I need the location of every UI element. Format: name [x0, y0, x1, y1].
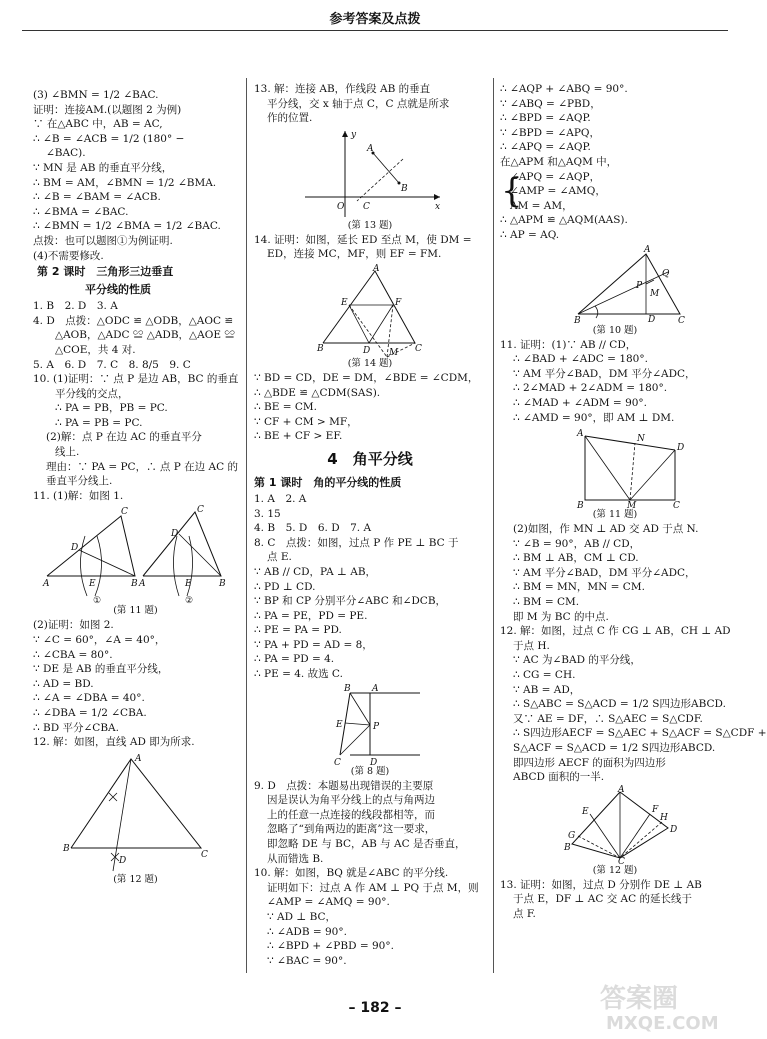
- svg-text:M: M: [650, 288, 660, 299]
- svg-text:D: D: [670, 824, 678, 835]
- text-line: 11. 证明：(1)∵ AB // CD，: [500, 338, 637, 351]
- text-line: ∴ BM = AM，∠BMN = 1/2 ∠BMA.: [33, 176, 217, 189]
- text-line: ∴ PE = PA = PD.: [254, 624, 342, 637]
- text-line: 平分线，交 x 轴于点 C，C 点就是所求: [267, 97, 450, 110]
- text-line: 4. B 5. D 6. D 7. A: [254, 522, 372, 535]
- text-line: 1. A 2. A: [254, 492, 307, 505]
- text-line: ∵ ∠C = 60°，∠A = 40°，: [33, 634, 166, 647]
- text-line: 点拨：也可以题图①为例证明.: [33, 234, 173, 247]
- text-line: ∴ BM = MN，MN = CM.: [513, 581, 645, 594]
- text-line: ∵ AB // CD，PA ⊥ AB，: [254, 565, 377, 578]
- figure-caption: (第 11 题): [113, 605, 158, 617]
- text-line: ∴ 2∠MAD + 2∠ADM = 180°.: [513, 382, 668, 395]
- column-divider-1: [246, 78, 247, 973]
- text-line: 线上.: [55, 446, 80, 459]
- watermark-logo: [596, 979, 726, 1033]
- svg-text:F: F: [395, 297, 402, 308]
- text-line: S△ACF = S△ACD = 1/2 S四边形ABCD.: [513, 742, 716, 754]
- text-line: ED，连接 MC，MF，则 EF = FM.: [267, 248, 442, 261]
- text-line: ∴ S四边形AECF = S△AEC + S△ACF = S△CDF +: [513, 727, 767, 740]
- text-line: (3) ∠BMN = 1/2 ∠BAC.: [33, 89, 159, 101]
- text-line: ABCD 面积的一半.: [513, 771, 605, 784]
- text-line: ∵ ∠BPD = ∠APQ，: [500, 126, 601, 139]
- brace-group: [500, 170, 730, 214]
- text-line: ∴ AP = AQ.: [500, 228, 560, 241]
- text-line: ∴ ∠BPD + ∠PBD = 90°.: [267, 940, 394, 953]
- figure-caption: (第 8 题): [350, 765, 390, 777]
- text-line: 4. D 点拨：△ODC ≌ △ODB，△AOC ≌: [33, 314, 234, 327]
- text-line: 5. A 6. D 7. C 8. 8/5 9. C: [33, 358, 191, 371]
- svg-text:B: B: [344, 683, 351, 694]
- text-line: ∴ S△ABC = S△ACD = 1/2 S四边形ABCD.: [513, 698, 726, 711]
- text-line: ∴ AD = BD.: [33, 677, 94, 690]
- text-line: ∵ ∠BAC = 90°.: [267, 954, 347, 967]
- text-line: ∵ PA + PD = AD = 8，: [254, 638, 373, 651]
- text-line: 10. (1)证明：∵ 点 P 是边 AB，BC 的垂直: [33, 373, 239, 386]
- svg-text:C: C: [334, 757, 341, 768]
- figure-caption: (第 12 题): [113, 873, 158, 885]
- text-line: ∠AMP = ∠AMQ = 90°.: [267, 896, 390, 909]
- lesson-title: 第 1 课时 角的平分线的性质: [254, 475, 402, 489]
- text-line: (2)如图，作 MN ⊥ AD 交 AD 于点 N.: [513, 523, 699, 536]
- text-line: ∴ ∠DBA = 1/2 ∠CBA.: [33, 707, 147, 719]
- text-line: 1. B 2. D 3. A: [33, 300, 118, 313]
- text-line: ∵ AD ⊥ BC，: [267, 911, 337, 923]
- svg-text:B: B: [401, 183, 408, 194]
- text-line: ∴ PD ⊥ CD.: [254, 580, 316, 593]
- text-line: ∵ AC 为∠BAD 的平分线，: [513, 654, 641, 667]
- figure-caption: (第 13 题): [347, 219, 393, 231]
- text-line: ∴ PE = 4. 故选 C.: [254, 668, 343, 681]
- text-line: ∴ △APM ≌ △AQM(AAS).: [500, 214, 628, 227]
- svg-text:A: A: [134, 753, 141, 764]
- text-line: ∴ BD 平分∠CBA.: [33, 721, 119, 734]
- svg-text:C: C: [673, 501, 680, 512]
- figure-14: [315, 265, 425, 357]
- svg-text:C: C: [200, 849, 208, 860]
- text-line: ∴ ∠APQ = ∠AQP.: [500, 141, 591, 154]
- svg-text:D: D: [118, 855, 126, 866]
- text-line: ∵ 在△ABC 中，AB = AC,: [33, 118, 163, 131]
- text-line: ∴ ∠BMA = ∠BAC.: [33, 205, 129, 218]
- text-line: 9. D 点拨：本题易出现错误的主要原: [254, 779, 434, 792]
- svg-text:H: H: [660, 812, 668, 823]
- svg-text:A: A: [577, 429, 584, 440]
- svg-text:A: A: [644, 244, 651, 255]
- svg-text:A: A: [618, 784, 625, 795]
- text-line: 上的任意一点连接的线段都相等，而: [267, 808, 435, 821]
- text-line: ∴ △BDE ≌ △CDM(SAS).: [254, 386, 381, 399]
- text-line: 即四边形 AECF 的面积为四边形: [513, 756, 666, 769]
- lesson-title: 平分线的性质: [85, 283, 151, 297]
- text-line: AM = AM，: [510, 199, 573, 212]
- svg-text:B: B: [62, 843, 70, 854]
- text-line: ∵ ∠B = 90°，AB // CD，: [513, 537, 641, 550]
- svg-text:B: B: [218, 579, 226, 590]
- text-line: ∴ PA = PB，PB = PC.: [55, 402, 168, 415]
- text-line: 证明如下：过点 A 作 AM ⊥ PQ 于点 M，则: [267, 881, 479, 894]
- text-line: ∴ PA = PE，PD = PE.: [254, 609, 368, 622]
- brace-icon: {: [501, 170, 523, 211]
- text-line: △AOB，△ADC ≌ △ADB，△AOE ≌: [55, 329, 235, 342]
- text-line: 点 F.: [513, 907, 536, 920]
- svg-text:C: C: [618, 856, 625, 867]
- svg-text:C: C: [363, 201, 370, 212]
- svg-text:E: E: [336, 719, 343, 730]
- svg-text:P: P: [636, 280, 643, 291]
- text-line: ∴ ∠MAD + ∠ADM = 90°.: [513, 396, 648, 409]
- figure-12: [61, 753, 211, 873]
- text-line: 理由：∵ PA = PC，∴ 点 P 在边 AC 的: [46, 460, 238, 473]
- text-line: 14. 证明：如图，延长 ED 至点 M，使 DM =: [254, 233, 472, 246]
- svg-text:E: E: [88, 579, 96, 590]
- svg-text:A: A: [372, 683, 379, 694]
- text-line: (4)不需要修改.: [33, 249, 104, 262]
- text-line: ∵ MN 是 AB 的垂直平分线，: [33, 161, 173, 174]
- column-2: [254, 82, 486, 968]
- svg-text:x: x: [435, 201, 441, 212]
- svg-text:E: E: [184, 579, 192, 590]
- svg-text:答案圈: 答案圈: [600, 984, 679, 1014]
- text-line: ∵ BD = CD，DE = DM，∠BDE = ∠CDM，: [254, 371, 479, 384]
- svg-text:M: M: [627, 501, 637, 512]
- svg-text:A: A: [367, 143, 374, 154]
- text-line: 在△APM 和△AQM 中，: [500, 155, 618, 168]
- svg-text:B: B: [130, 579, 138, 590]
- lesson-title: 第 2 课时 三角形三边垂直: [37, 265, 174, 279]
- text-line: ∵ BP 和 CP 分别平分∠ABC 和∠DCB，: [254, 595, 447, 608]
- page-header: 参考答案及点拨: [329, 12, 421, 27]
- figure-13: [295, 129, 445, 219]
- svg-text:y: y: [351, 129, 357, 140]
- text-line: ∵ ∠ABQ = ∠PBD，: [500, 97, 601, 110]
- text-line: ∠APQ = ∠AQP，: [510, 170, 601, 183]
- figure-11-col3: [545, 428, 685, 512]
- svg-text:C: C: [678, 315, 685, 326]
- figure-caption: (第 12 题): [592, 864, 638, 876]
- svg-text:O: O: [337, 201, 345, 212]
- text-line: ∵ AM 平分∠BAD，DM 平分∠ADC，: [513, 367, 696, 380]
- text-line: ∴ BM = CM.: [513, 596, 580, 609]
- svg-text:P: P: [373, 721, 380, 732]
- section-title: 4 角平分线: [327, 449, 413, 468]
- text-line: ∴ PA = PB = PC.: [55, 416, 143, 429]
- text-line: ∴ ∠BMN = 1/2 ∠BMA = 1/2 ∠BAC.: [33, 220, 221, 233]
- text-line: ∵ AB = AD，: [513, 683, 581, 696]
- text-line: 3. 15: [254, 507, 281, 520]
- svg-text:Q: Q: [662, 268, 670, 279]
- text-line: 作的位置.: [267, 112, 313, 125]
- column-divider-2: [493, 78, 494, 973]
- text-line: ∴ ∠CBA = 80°.: [33, 648, 113, 661]
- text-line: 12. 解：如图，过点 C 作 CG ⊥ AB，CH ⊥ AD: [500, 625, 731, 638]
- svg-text:D: D: [370, 757, 378, 768]
- text-line: ∴ PA = PD = 4.: [254, 653, 335, 666]
- text-line: ∠AMP = ∠AMQ，: [510, 185, 606, 198]
- svg-text:E: E: [582, 806, 589, 817]
- text-line: ∴ BE = CM.: [254, 401, 317, 414]
- page-number: – 182 –: [348, 1000, 402, 1016]
- figure-caption: (第 10 题): [592, 324, 638, 336]
- svg-text:B: B: [577, 501, 584, 512]
- text-line: ∴ BE + CF > EF.: [254, 430, 343, 443]
- svg-text:A: A: [373, 263, 380, 274]
- text-line: ∴ ∠B = ∠ACB = 1/2 (180° −: [33, 132, 185, 145]
- text-line: 平分线的交点，: [55, 387, 129, 400]
- text-line: ∴ ∠A = ∠DBA = 40°.: [33, 692, 145, 705]
- text-line: ∠BAC).: [46, 147, 86, 160]
- svg-text:②: ②: [184, 596, 193, 607]
- svg-text:E: E: [341, 297, 348, 308]
- text-line: 11. (1)解：如图 1.: [33, 489, 124, 502]
- text-line: 忽略了“到角两边的距离”这一要求，: [267, 823, 436, 836]
- text-line: ∵ AM 平分∠BAD，DM 平分∠ADC，: [513, 566, 696, 579]
- text-line: (2)证明：如图 2.: [33, 619, 114, 632]
- svg-text:A: A: [138, 579, 145, 590]
- svg-text:C: C: [415, 343, 422, 354]
- svg-text:M: M: [389, 347, 399, 358]
- text-line: ∴ ∠B = ∠BAM = ∠ACB.: [33, 191, 161, 204]
- figure-caption: (第 11 题): [592, 509, 638, 521]
- text-line: 垂直平分线上.: [46, 475, 113, 488]
- column-1: [33, 88, 238, 887]
- text-line: 13. 证明：如图，过点 D 分别作 DE ⊥ AB: [500, 878, 702, 891]
- svg-text:D: D: [648, 314, 656, 325]
- svg-text:A: A: [42, 579, 49, 590]
- text-line: ∴ ∠ADB = 90°.: [267, 925, 347, 938]
- svg-text:B: B: [317, 343, 324, 354]
- text-line: ∵ DE 是 AB 的垂直平分线，: [33, 663, 169, 676]
- svg-text:①: ①: [92, 596, 101, 607]
- text-line: ∴ ∠BPD = ∠AQP.: [500, 112, 591, 125]
- svg-text:C: C: [196, 505, 204, 516]
- svg-text:D: D: [677, 443, 685, 454]
- figure-caption: (第 14 题): [347, 357, 393, 369]
- text-line: ∴ ∠AMD = 90°，即 AM ⊥ DM.: [513, 411, 675, 424]
- header-rule: [22, 30, 728, 31]
- svg-text:MXQE.COM: MXQE.COM: [606, 1013, 719, 1034]
- text-line: ∴ ∠AQP + ∠ABQ = 90°.: [500, 83, 628, 95]
- text-line: 点 E.: [267, 551, 292, 564]
- text-line: 13. 解：连接 AB，作线段 AB 的垂直: [254, 83, 431, 95]
- svg-text:D: D: [70, 543, 78, 554]
- svg-text:G: G: [568, 830, 576, 841]
- figure-12-col3: [550, 784, 680, 867]
- text-line: 即 M 为 BC 的中点.: [513, 610, 609, 623]
- text-line: △COE，共 4 对.: [55, 343, 136, 356]
- svg-text:D: D: [170, 529, 178, 540]
- text-line: ∴ BM ⊥ AB，CM ⊥ CD.: [513, 552, 639, 565]
- text-line: 从而错选 B.: [267, 852, 324, 865]
- text-line: 即忽略 DE 与 BC，AB 与 AC 是否垂直，: [267, 838, 466, 851]
- text-line: 证明：连接AM.(以题图 2 为例): [33, 103, 182, 116]
- text-line: 于点 H.: [513, 639, 550, 652]
- text-line: 8. C 点拨：如图，过点 P 作 PE ⊥ BC 于: [254, 536, 459, 549]
- figure-10: [540, 246, 690, 324]
- svg-text:D: D: [363, 345, 371, 356]
- svg-text:N: N: [637, 434, 645, 445]
- text-line: ∴ CG = CH.: [513, 669, 576, 682]
- text-line: 12. 解：如图，直线 AD 即为所求.: [33, 736, 195, 749]
- svg-text:B: B: [564, 842, 571, 853]
- text-line: 又∵ AE = DF，∴ S△AEC = S△CDF.: [513, 712, 703, 725]
- svg-text:F: F: [652, 804, 659, 815]
- text-line: ∵ CF + CM > MF，: [254, 415, 358, 428]
- column-3: [500, 82, 767, 922]
- text-line: 10. 解：如图，BQ 就是∠ABC 的平分线.: [254, 867, 449, 880]
- svg-text:C: C: [120, 507, 128, 518]
- text-line: 因是误认为角平分线上的点与角两边: [267, 794, 435, 807]
- text-line: ∴ ∠BAD + ∠ADC = 180°.: [513, 353, 648, 366]
- svg-text:B: B: [574, 315, 581, 326]
- figure-11: [41, 505, 231, 607]
- figure-8: [310, 683, 430, 768]
- text-line: 于点 E，DF ⊥ AC 交 AC 的延长线于: [513, 893, 693, 906]
- text-line: (2)解：点 P 在边 AC 的垂直平分: [46, 431, 202, 444]
